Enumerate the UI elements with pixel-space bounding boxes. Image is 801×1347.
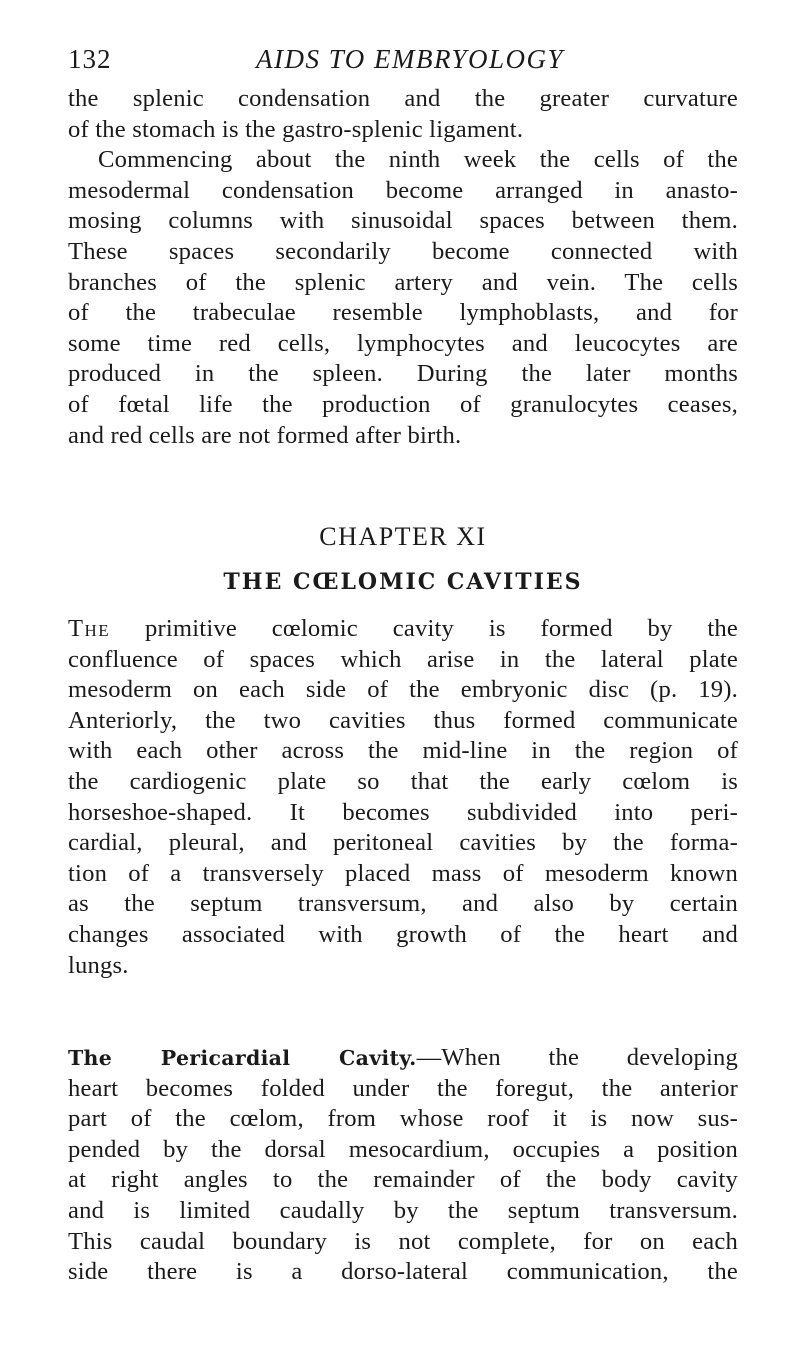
text-line	[68, 614, 738, 645]
text-line: of fœtal life the production of granulocytes ceases,	[68, 390, 738, 418]
paragraph-spleen	[68, 84, 738, 451]
text-line: of the trabeculae resemble lymphoblasts, and for	[68, 299, 738, 327]
running-head	[68, 44, 738, 84]
text-line: confluence of spaces which arise in the lateral plate	[68, 645, 738, 673]
text-line: the splenic condensation and the greater curvature	[68, 85, 738, 112]
paragraph-pericardial	[68, 1043, 738, 1288]
section-heading: The Pericardial Cavity.	[68, 1046, 417, 1070]
text-line: mesoderm on each side of the embryonic disc (p. 19).	[68, 676, 738, 704]
text-line	[68, 1043, 738, 1074]
text-line: Anteriorly, the two cavities thus formed communicate	[68, 706, 738, 734]
text-span: —When the developing	[416, 1044, 738, 1071]
text-line: mosing columns with sinusoidal spaces between them.	[68, 207, 738, 235]
text-line: This caudal boundary is not complete, for on each	[68, 1227, 738, 1255]
text-line: of the stomach is the gastro-splenic ligament.	[68, 115, 524, 143]
text-line: mesodermal condensation become arranged in anasto-	[68, 176, 738, 204]
chapter-number: CHAPTER XI	[319, 522, 487, 551]
text-line: some time red cells, lymphocytes and leucocytes are	[68, 329, 738, 357]
text-line: as the septum transversum, and also by certain	[68, 890, 738, 918]
text-line: part of the cœlom, from whose roof it is now sus-	[68, 1105, 738, 1133]
text-line: horseshoe-shaped. It becomes subdivided into peri-	[68, 798, 738, 826]
text-line: changes associated with growth of the heart and	[68, 920, 738, 948]
text-line: and is limited caudally by the septum transversum.	[68, 1196, 738, 1224]
text-span: primitive cœlomic cavity is formed by the	[110, 615, 738, 642]
text-line: and red cells are not formed after birth.	[68, 421, 462, 449]
lead-word: The	[68, 615, 111, 642]
text-line: lungs.	[68, 951, 129, 979]
text-line: cardial, pleural, and peritoneal cavities by the forma-	[68, 829, 738, 857]
text-line: pended by the dorsal mesocardium, occupies a position	[68, 1135, 738, 1163]
chapter-title: THE CŒLOMIC CAVITIES	[223, 569, 583, 595]
text-line: the cardiogenic plate so that the early cœlom is	[68, 767, 738, 795]
text-line: heart becomes folded under the foregut, the anterior	[68, 1074, 738, 1102]
text-line: branches of the splenic artery and vein. The cells	[68, 268, 738, 296]
text-line: These spaces secondarily become connected with	[68, 237, 738, 265]
text-line: at right angles to the remainder of the body cavity	[68, 1166, 738, 1194]
text-line: side there is a dorso-lateral communication, the	[68, 1258, 738, 1286]
text-line: tion of a transversely placed mass of mesoderm known	[68, 859, 738, 887]
book-title: AIDS TO EMBRYOLOGY	[256, 44, 565, 74]
paragraph-coelom	[68, 614, 738, 981]
text-line: with each other across the mid-line in the region of	[68, 737, 738, 765]
page-number: 132	[68, 44, 112, 74]
text-line: Commencing about the ninth week the cells of the	[98, 146, 738, 174]
text-line: produced in the spleen. During the later months	[68, 360, 738, 388]
